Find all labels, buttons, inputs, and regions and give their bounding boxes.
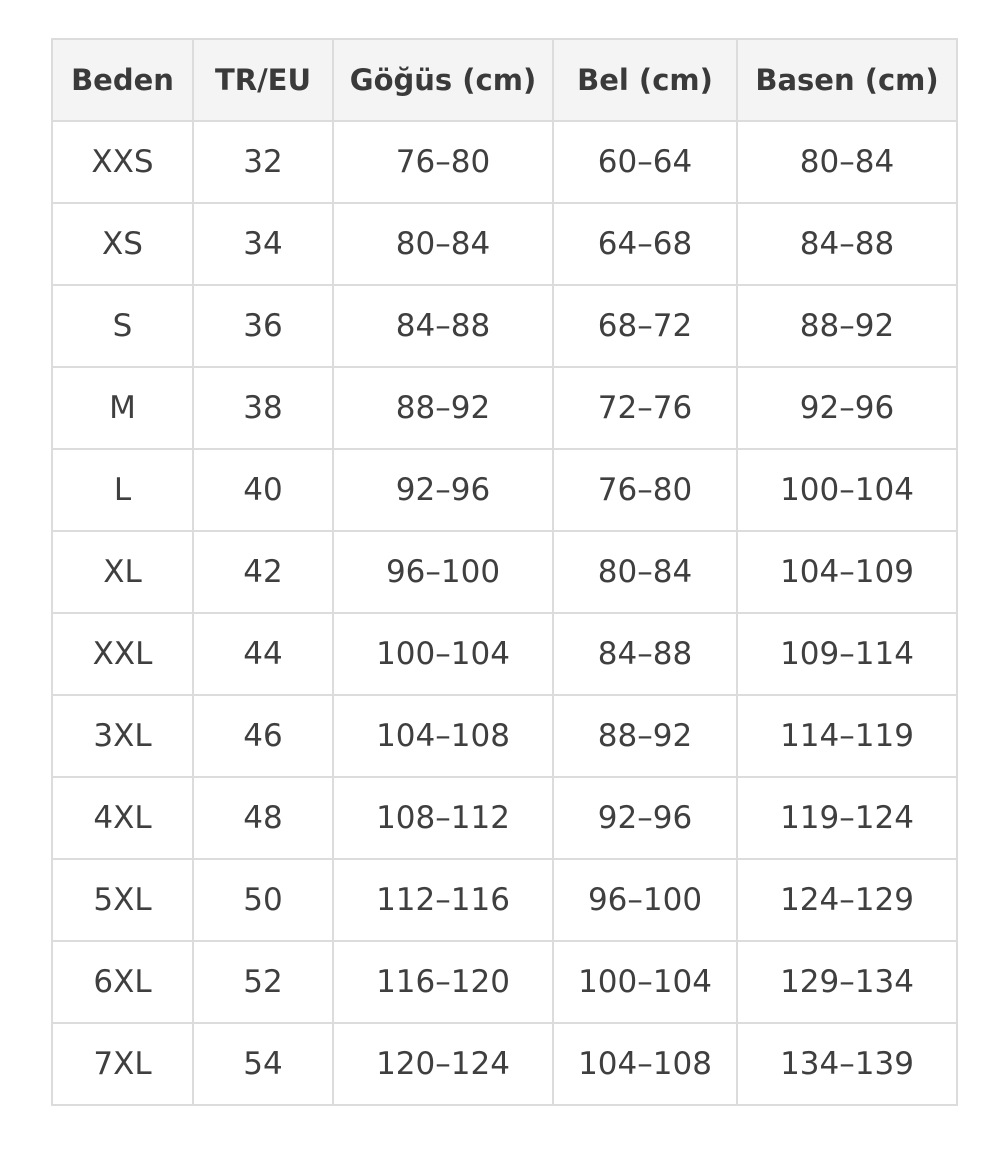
cell-waist: 84–88 [553,613,737,695]
cell-chest: 120–124 [333,1023,553,1105]
cell-waist: 100–104 [553,941,737,1023]
cell-hip: 134–139 [737,1023,957,1105]
header-row [52,39,957,121]
cell-chest: 80–84 [333,203,553,285]
cell-hip: 104–109 [737,531,957,613]
table-row [52,367,957,449]
cell-chest: 84–88 [333,285,553,367]
cell-size: S [52,285,193,367]
cell-hip: 109–114 [737,613,957,695]
cell-waist: 104–108 [553,1023,737,1105]
table-row [52,449,957,531]
cell-tr-eu: 44 [193,613,333,695]
cell-waist: 64–68 [553,203,737,285]
cell-chest: 104–108 [333,695,553,777]
cell-hip: 119–124 [737,777,957,859]
cell-hip: 114–119 [737,695,957,777]
cell-waist: 92–96 [553,777,737,859]
cell-chest: 76–80 [333,121,553,203]
cell-chest: 108–112 [333,777,553,859]
cell-size: 6XL [52,941,193,1023]
header-chest: Göğüs (cm) [333,39,553,121]
cell-waist: 96–100 [553,859,737,941]
table-row [52,613,957,695]
cell-hip: 92–96 [737,367,957,449]
cell-tr-eu: 50 [193,859,333,941]
cell-chest: 112–116 [333,859,553,941]
table-row [52,695,957,777]
header-size: Beden [52,39,193,121]
cell-chest: 96–100 [333,531,553,613]
cell-hip: 84–88 [737,203,957,285]
cell-waist: 60–64 [553,121,737,203]
cell-size: XL [52,531,193,613]
cell-size: 5XL [52,859,193,941]
cell-tr-eu: 46 [193,695,333,777]
cell-size: XXS [52,121,193,203]
cell-size: XXL [52,613,193,695]
cell-chest: 88–92 [333,367,553,449]
cell-size: M [52,367,193,449]
cell-hip: 129–134 [737,941,957,1023]
header-waist: Bel (cm) [553,39,737,121]
cell-tr-eu: 34 [193,203,333,285]
header-hip: Basen (cm) [737,39,957,121]
table-row [52,285,957,367]
cell-size: L [52,449,193,531]
cell-tr-eu: 32 [193,121,333,203]
cell-chest: 92–96 [333,449,553,531]
cell-tr-eu: 40 [193,449,333,531]
cell-hip: 124–129 [737,859,957,941]
cell-size: 4XL [52,777,193,859]
cell-waist: 88–92 [553,695,737,777]
cell-waist: 72–76 [553,367,737,449]
cell-tr-eu: 54 [193,1023,333,1105]
cell-tr-eu: 42 [193,531,333,613]
cell-chest: 100–104 [333,613,553,695]
cell-size: XS [52,203,193,285]
table-row [52,777,957,859]
cell-chest: 116–120 [333,941,553,1023]
table-row [52,1023,957,1105]
cell-waist: 80–84 [553,531,737,613]
table-row [52,859,957,941]
table-row [52,121,957,203]
table-row [52,531,957,613]
header-tr-eu: TR/EU [193,39,333,121]
cell-hip: 88–92 [737,285,957,367]
size-chart-table [51,38,958,1106]
cell-hip: 100–104 [737,449,957,531]
table-row [52,941,957,1023]
table-row [52,203,957,285]
table-header [52,39,957,121]
cell-tr-eu: 38 [193,367,333,449]
cell-tr-eu: 36 [193,285,333,367]
cell-waist: 76–80 [553,449,737,531]
cell-tr-eu: 52 [193,941,333,1023]
cell-hip: 80–84 [737,121,957,203]
table-body [52,121,957,1105]
cell-tr-eu: 48 [193,777,333,859]
cell-waist: 68–72 [553,285,737,367]
cell-size: 3XL [52,695,193,777]
cell-size: 7XL [52,1023,193,1105]
